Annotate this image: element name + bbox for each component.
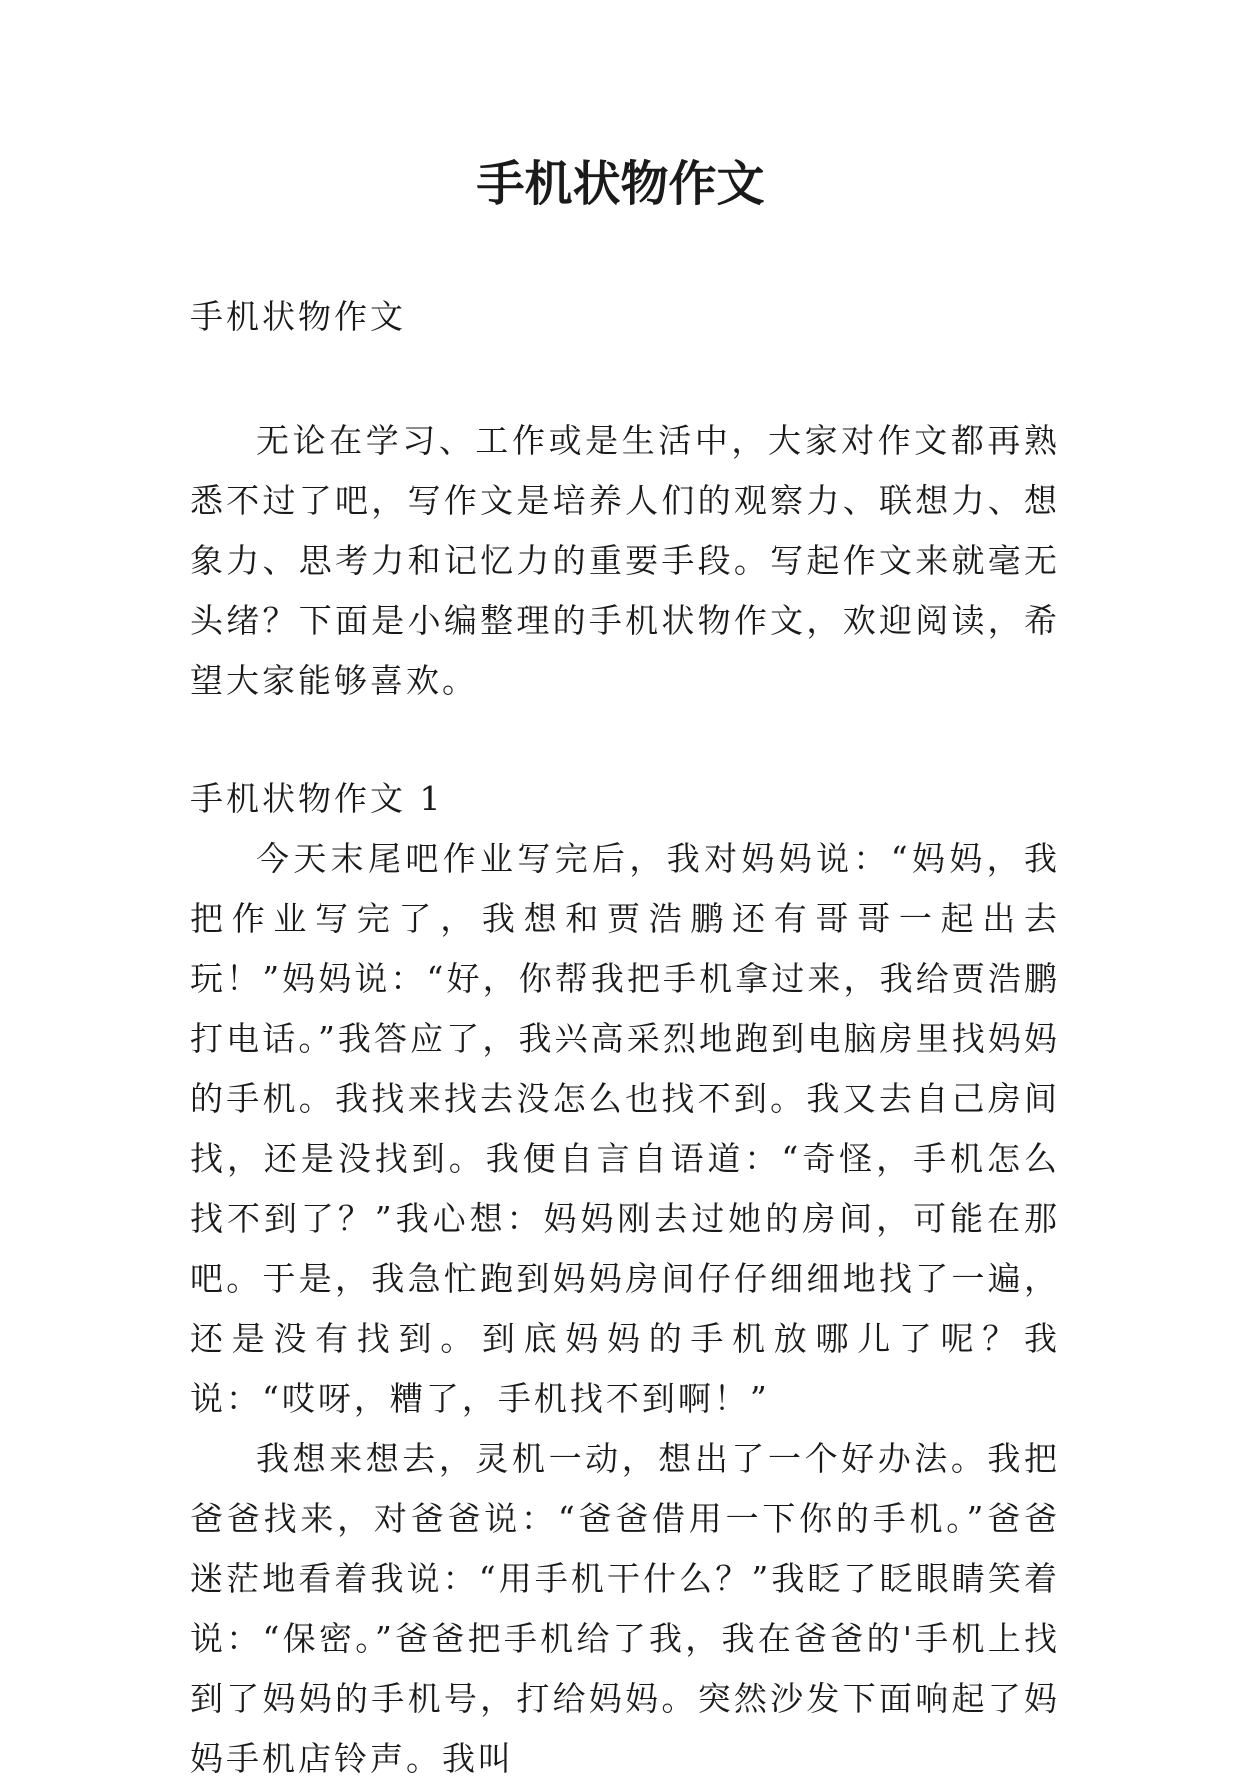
spacer bbox=[190, 347, 1060, 411]
document-subtitle: 手机状物作文 bbox=[190, 297, 406, 336]
section-heading: 手机状物作文 1 bbox=[190, 779, 444, 818]
spacer bbox=[190, 711, 1060, 769]
intro-paragraph: 无论在学习、工作或是生活中，大家对作文都再熟悉不过了吧，写作文是培养人们的观察力、联想力、想象力、思考力和记忆力的重要手段。写起作文来就毫无头绪？下面是小编整理的手机状物作文，欢迎阅读，希望大家能够喜欢。 bbox=[190, 421, 1060, 700]
document-body bbox=[190, 287, 1060, 1789]
body-paragraph-2: 我想来想去，灵机一动，想出了一个好办法。我把爸爸找来，对爸爸说：“爸爸借用一下你的手机。”爸爸迷茫地看着我说：“用手机干什么？”我眨了眨眼睛笑着说：“保密。”爸爸把手机给了我，我在爸爸的'手机上找到了妈妈的手机号，打给妈妈。突然沙发下面响起了妈妈手机店铃声。我叫 bbox=[190, 1439, 1060, 1778]
document-title: 手机状物作文 bbox=[476, 156, 765, 212]
body-paragraph-1: 今天末尾吧作业写完后，我对妈妈说：“妈妈，我把作业写完了，我想和贾浩鹏还有哥哥一起出去玩！”妈妈说：“好，你帮我把手机拿过来，我给贾浩鹏打电话。”我答应了，我兴高采烈地跑到电脑房里找妈妈的手机。我找来找去没怎么也找不到。我又去自己房间找，还是没找到。我便自言自语道：“奇怪，手机怎么找不到了？”我心想：妈妈刚去过她的房间，可能在那吧。于是，我急忙跑到妈妈房间仔仔细细地找了一遍，还是没有找到。到底妈妈的手机放哪儿了呢？我说：“哎呀，糟了，手机找不到啊！” bbox=[190, 839, 1060, 1418]
